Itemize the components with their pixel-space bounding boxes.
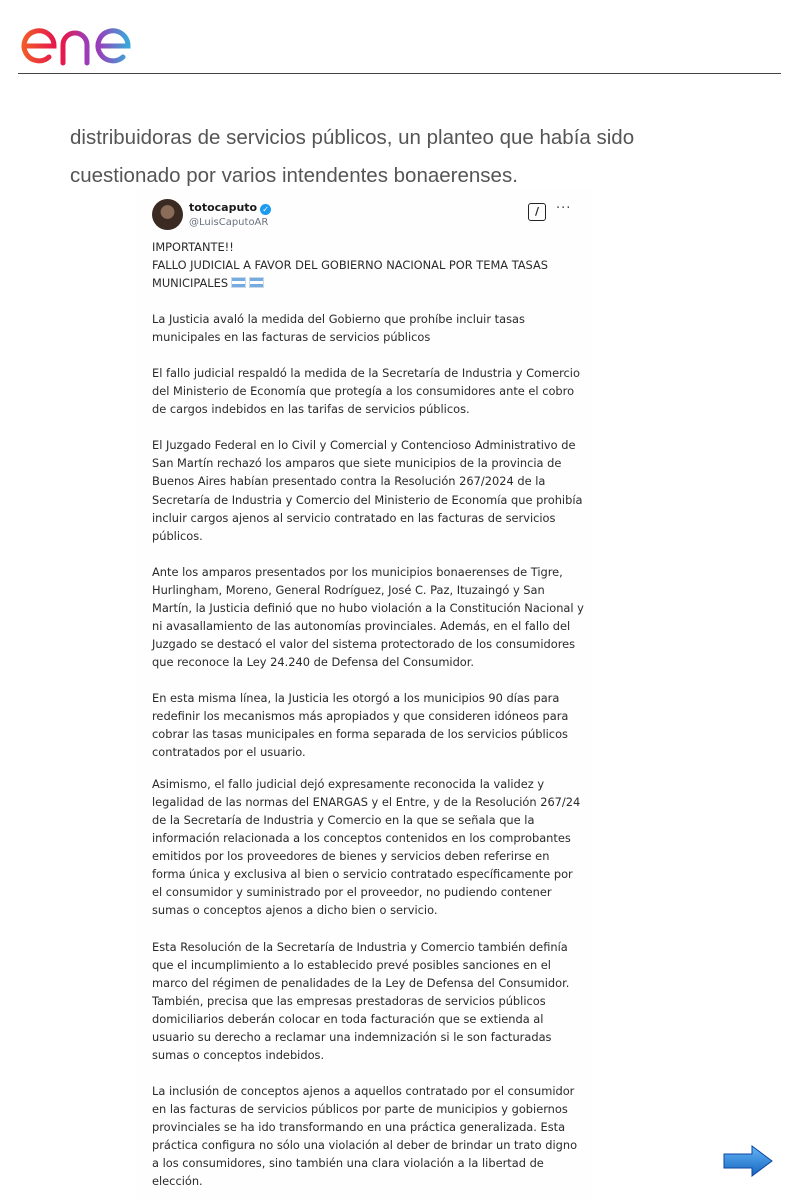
tweet-paragraph: La Justicia avaló la medida del Gobierno que prohíbe incluir tasas municipales en las facturas de servicios públicos xyxy=(152,312,525,345)
tweet-paragraph: Asimismo, el fallo judicial dejó expresamente reconocida la validez y legalidad de las normas del ENARGAS y el Entre, y de la Resolución 267/24 de la Secretaría de Industria y Comercio en la que se señala que la información relacionada a los conceptos contenidos en los comprobantes emitidos por los proveedores de bienes y servicios deben referirse en forma única y exclusiva al bien o servicio contratado específicamente por el consumidor y suministrado por el proveedor, no pudiendo contener sumas o conceptos ajenos a dicho bien o servicio. xyxy=(152,777,581,918)
tweet-paragraph: IMPORTANTE!! xyxy=(152,240,234,254)
tweet-paragraph: Esta Resolución de la Secretaría de Industria y Comercio también definía que el incumplimiento a lo establecido prevé posibles sanciones en el marco del régimen de penalidades de la Ley de Defensa del Consumidor. También, precisa que las empresas prestadoras de servicios públicos domiciliarios deberán colocar en toda facturación que se extienda al usuario su derecho a reclamar una indemnización si le son facturadas sumas o conceptos indebidos. xyxy=(152,939,570,1062)
avatar[interactable] xyxy=(152,199,183,230)
grok-icon[interactable]: / xyxy=(528,203,546,221)
tweet-author-handle[interactable]: @LuisCaputoAR xyxy=(189,217,269,228)
tweet-paragraph xyxy=(152,256,584,292)
tweet-paragraph-text: FALLO JUDICIAL A FAVOR DEL GOBIERNO NACIONAL POR TEMA TASAS MUNICIPALES xyxy=(152,258,549,291)
argentina-flag-icon xyxy=(231,277,246,288)
header-divider xyxy=(18,73,781,74)
more-options-icon[interactable]: ··· xyxy=(556,201,572,216)
enel-logo-image xyxy=(18,8,170,68)
next-arrow-shape xyxy=(722,1144,774,1178)
enel-logo[interactable] xyxy=(18,8,170,68)
tweet-paragraph: La inclusión de conceptos ajenos a aquellos contratado por el consumidor en las facturas de servicios públicos por parte de municipios y gobiernos provinciales se ha ido transformando en una práctica generalizada. Esta práctica configura no sólo una violación al deber de brindar un trato digno a los consumidores, sino también una clara violación a la libertad de elección. xyxy=(152,1083,578,1189)
site-header xyxy=(0,0,800,76)
article-intro-text: distribuidoras de servicios públicos, un planteo que había sido cuestionado por varios intendentes bonaerenses. xyxy=(70,125,635,187)
verified-badge-icon: ✓ xyxy=(260,204,271,215)
tweet-author-name-text: totocaputo xyxy=(189,201,258,214)
argentina-flag-icon xyxy=(249,277,264,288)
tweet-paragraph: En esta misma línea, la Justicia les otorgó a los municipios 90 días para redefinir los mecanismos más apropiados y que consideren idóneos para cobrar las tasas municipales en forma separada de los servicios públicos contratados por el usuario. xyxy=(152,690,569,760)
next-arrow-icon[interactable] xyxy=(722,1144,774,1178)
tweet-paragraph: Ante los amparos presentados por los municipios bonaerenses de Tigre, Hurlingham, Moreno, General Rodríguez, José C. Paz, Ituzaingó y San Martín, la Justicia definió que no hubo violación a la Constitución Nacional y ni avasallamiento de las autonomías provinciales. Además, en el fallo del Juzgado se destacó el valor del sistema protectorado de los consumidores que reconoce la Ley 24.240 de Defensa del Consumidor. xyxy=(152,564,584,669)
tweet-author-name[interactable] xyxy=(189,201,271,215)
embedded-tweet xyxy=(136,190,592,1200)
tweet-paragraph: El fallo judicial respaldó la medida de la Secretaría de Industria y Comercio del Ministerio de Economía que protegía a los consumidores ante el cobro de cargos indebidos en las tarifas de servicios públicos. xyxy=(152,366,580,417)
tweet-text xyxy=(152,238,584,1190)
tweet-paragraph: El Juzgado Federal en lo Civil y Comercial y Contencioso Administrativo de San Martín rechazó los amparos que siete municipios de la provincia de Buenos Aires habían presentado contra la Resolución 267/2024 de la Secretaría de Industria y Comercio del Ministerio de Economía que prohibía incluir cargos ajenos al servicio contratado en las facturas de servicios públicos. xyxy=(152,438,583,543)
